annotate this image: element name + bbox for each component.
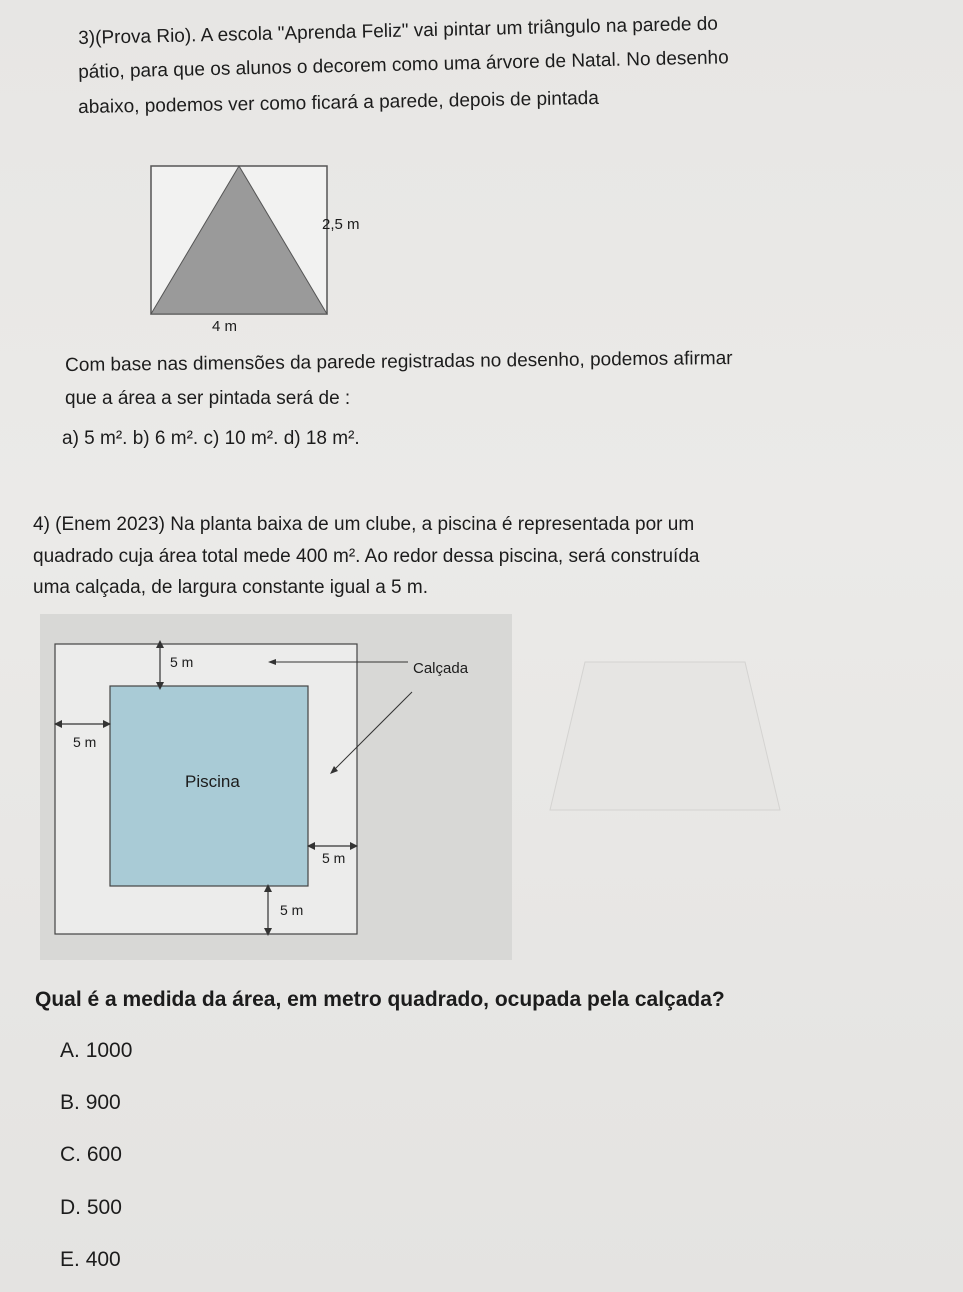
option-a-letter: A. xyxy=(60,1039,80,1062)
q4-question: Qual é a medida da área, em metro quadrado, ocupada pela calçada? xyxy=(35,988,725,1011)
triangle-height-label: 2,5 m xyxy=(322,216,360,233)
pool-label: Piscina xyxy=(185,772,240,791)
option-d-letter: D. xyxy=(60,1196,81,1219)
option-c-letter: C. xyxy=(60,1143,81,1166)
option-c-value: 600 xyxy=(86,1143,122,1166)
dim-top-label: 5 m xyxy=(170,654,194,670)
q3-line-1: 3)(Prova Rio). A escola "Aprenda Feliz" vai pintar um triângulo na parede do xyxy=(78,13,719,49)
option-a-value: 1000 xyxy=(85,1039,133,1062)
option-b[interactable] xyxy=(60,1091,121,1115)
option-b-letter: B. xyxy=(60,1091,80,1114)
q4-line-3: uma calçada, de largura constante igual a 5 m. xyxy=(33,577,429,598)
q4-line-2: quadrado cuja área total mede 400 m². Ao redor dessa piscina, será construída xyxy=(33,546,700,567)
q3-line-2: pátio, para que os alunos o decorem como uma árvore de Natal. No desenho xyxy=(78,47,729,83)
option-e-letter: E. xyxy=(60,1248,80,1271)
q3-prompt-line-2: que a área a ser pintada será de : xyxy=(65,388,351,409)
option-e-value: 400 xyxy=(85,1248,121,1271)
triangle-diagram xyxy=(145,160,345,320)
option-e[interactable] xyxy=(60,1248,121,1272)
bleed-through-shape xyxy=(545,650,785,820)
option-b-value: 900 xyxy=(85,1091,121,1114)
option-d[interactable] xyxy=(60,1196,122,1220)
dim-left-label: 5 m xyxy=(73,734,97,750)
triangle-base-label: 4 m xyxy=(212,318,238,335)
option-c[interactable] xyxy=(60,1143,122,1167)
option-a[interactable] xyxy=(60,1039,132,1063)
q3-line-3: abaixo, podemos ver como ficará a parede, depois de pintada xyxy=(78,87,600,118)
q3-options: a) 5 m². b) 6 m². c) 10 m². d) 18 m². xyxy=(62,428,360,449)
dim-bottom-label: 5 m xyxy=(280,902,304,918)
option-d-value: 500 xyxy=(86,1196,122,1219)
dim-right-label: 5 m xyxy=(322,850,346,866)
sidewalk-label: Calçada xyxy=(413,660,469,677)
q4-line-1: 4) (Enem 2023) Na planta baixa de um clube, a piscina é representada por um xyxy=(33,514,695,535)
q3-prompt-line-1: Com base nas dimensões da parede registradas no desenho, podemos afirmar xyxy=(65,348,733,376)
